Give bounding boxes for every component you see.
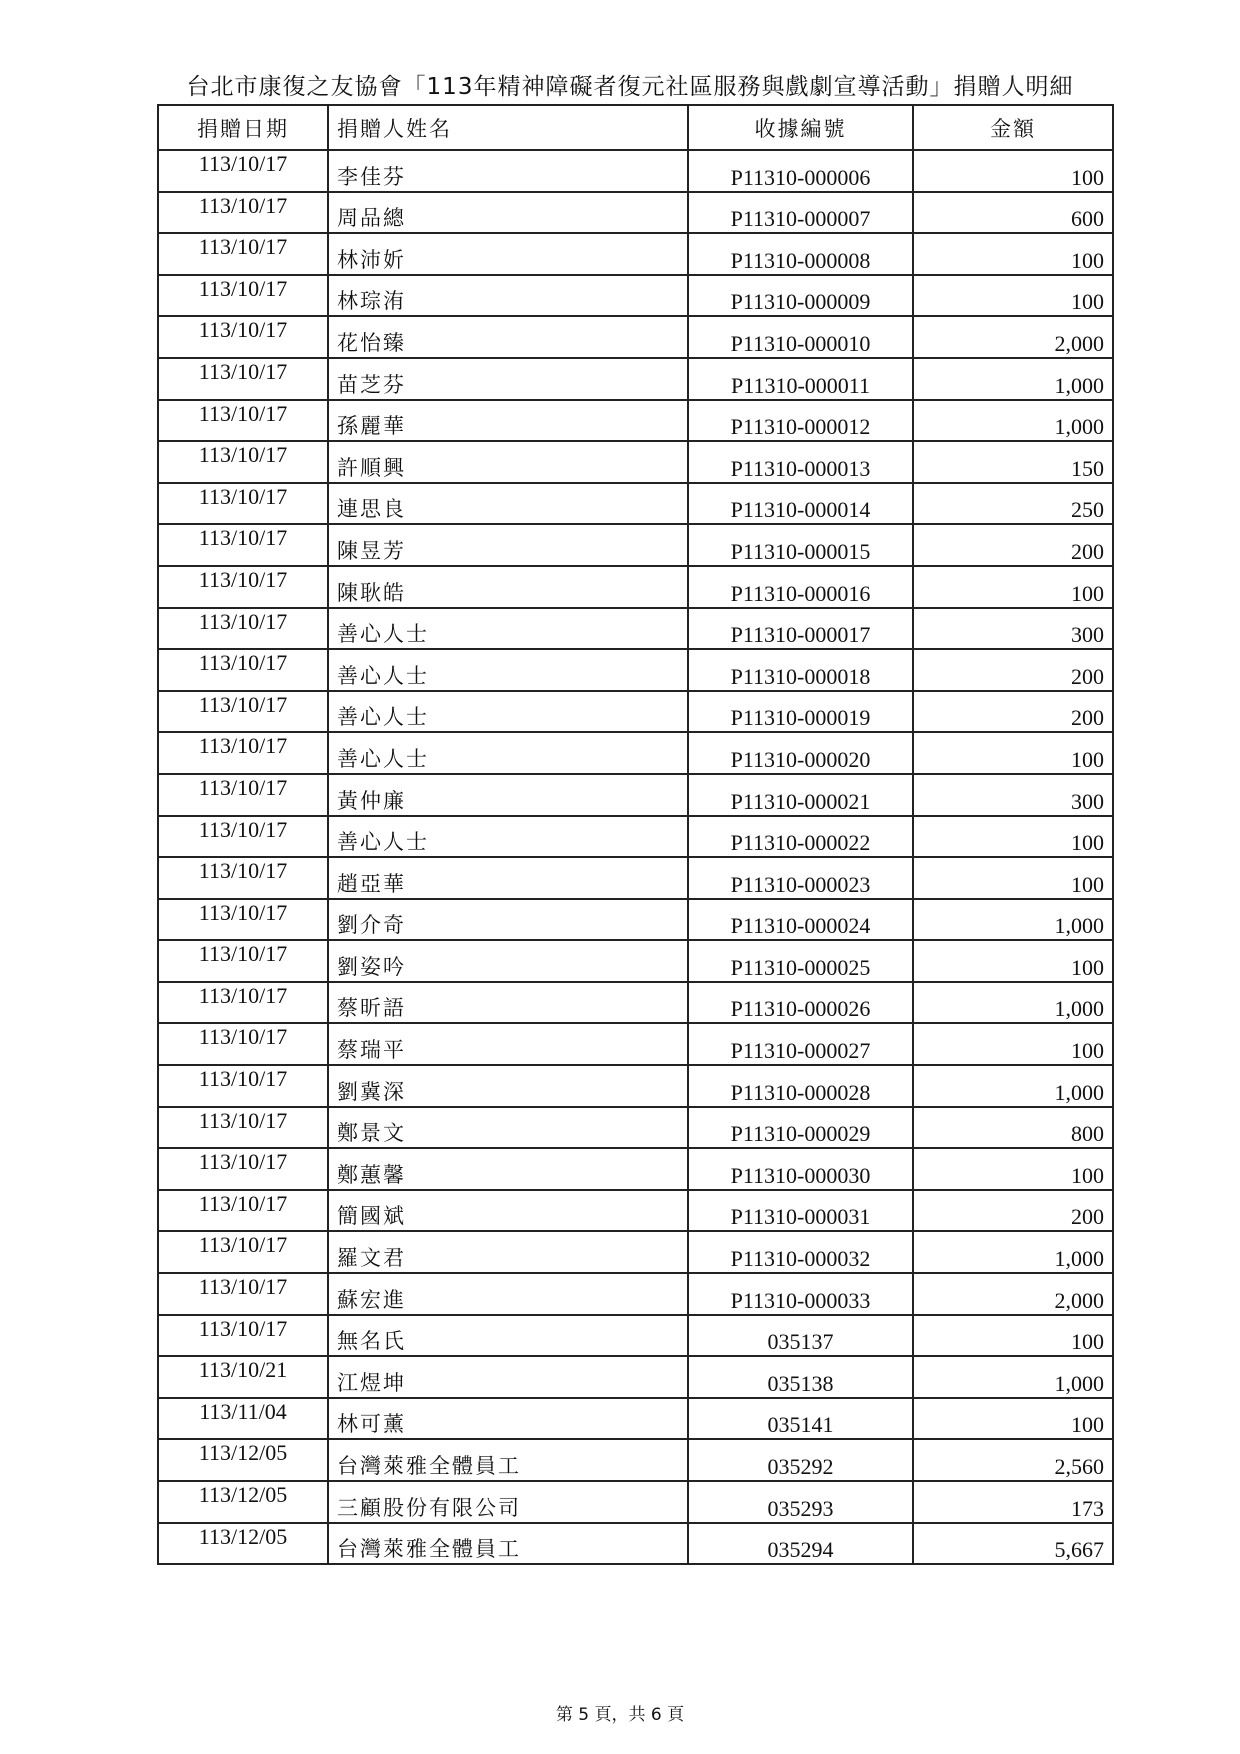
table-row — [158, 400, 1113, 442]
table-row — [158, 316, 1113, 358]
cell-amount: 100 — [913, 1148, 1113, 1190]
cell-date: 113/10/17 — [158, 358, 328, 400]
table-row — [158, 982, 1113, 1024]
cell-name: 善心人士 — [328, 691, 688, 733]
cell-name: 善心人士 — [328, 816, 688, 858]
cell-date: 113/10/17 — [158, 1315, 328, 1357]
table-row — [158, 1481, 1113, 1523]
header-date: 捐贈日期 — [158, 105, 328, 150]
cell-name: 江煜坤 — [328, 1356, 688, 1398]
table-row — [158, 275, 1113, 317]
cell-amount: 300 — [913, 608, 1113, 650]
cell-name: 劉姿吟 — [328, 940, 688, 982]
table-row — [158, 1523, 1113, 1565]
cell-receipt: P11310-000033 — [688, 1273, 913, 1315]
cell-amount: 100 — [913, 233, 1113, 275]
donor-table — [157, 104, 1114, 1565]
cell-amount: 1,000 — [913, 1231, 1113, 1273]
cell-name: 苗芝芬 — [328, 358, 688, 400]
cell-date: 113/10/17 — [158, 982, 328, 1024]
cell-amount: 100 — [913, 816, 1113, 858]
cell-name: 台灣萊雅全體員工 — [328, 1523, 688, 1565]
document-title: 台北市康復之友協會「113年精神障礙者復元社區服務與戲劇宣導活動」捐贈人明細 — [186, 74, 1074, 100]
cell-amount: 1,000 — [913, 1356, 1113, 1398]
cell-date: 113/10/17 — [158, 608, 328, 650]
cell-receipt: P11310-000014 — [688, 483, 913, 525]
cell-receipt: P11310-000013 — [688, 441, 913, 483]
cell-name: 林沛妡 — [328, 233, 688, 275]
cell-amount: 100 — [913, 566, 1113, 608]
cell-name: 劉冀深 — [328, 1065, 688, 1107]
donor-table-body — [158, 150, 1113, 1564]
cell-name: 無名氏 — [328, 1315, 688, 1357]
table-row — [158, 732, 1113, 774]
cell-name: 周品總 — [328, 192, 688, 234]
cell-name: 蔡瑞平 — [328, 1023, 688, 1065]
cell-amount: 100 — [913, 1023, 1113, 1065]
table-row — [158, 524, 1113, 566]
table-row — [158, 483, 1113, 525]
cell-name: 孫麗華 — [328, 400, 688, 442]
table-row — [158, 940, 1113, 982]
cell-amount: 600 — [913, 192, 1113, 234]
header-name: 捐贈人姓名 — [328, 105, 688, 150]
cell-amount: 100 — [913, 732, 1113, 774]
cell-name: 許順興 — [328, 441, 688, 483]
cell-name: 林可薰 — [328, 1398, 688, 1440]
cell-receipt: P11310-000024 — [688, 899, 913, 941]
table-row — [158, 608, 1113, 650]
table-row — [158, 1398, 1113, 1440]
cell-amount: 100 — [913, 150, 1113, 192]
cell-receipt: 035138 — [688, 1356, 913, 1398]
cell-receipt: P11310-000009 — [688, 275, 913, 317]
cell-amount: 5,667 — [913, 1523, 1113, 1565]
cell-receipt: P11310-000021 — [688, 774, 913, 816]
cell-name: 陳耿皓 — [328, 566, 688, 608]
cell-receipt: P11310-000016 — [688, 566, 913, 608]
cell-receipt: 035294 — [688, 1523, 913, 1565]
table-row — [158, 1065, 1113, 1107]
cell-date: 113/10/17 — [158, 1065, 328, 1107]
cell-name: 善心人士 — [328, 732, 688, 774]
cell-amount: 100 — [913, 275, 1113, 317]
cell-date: 113/10/17 — [158, 1107, 328, 1149]
cell-receipt: P11310-000010 — [688, 316, 913, 358]
table-row — [158, 358, 1113, 400]
table-row — [158, 566, 1113, 608]
table-row — [158, 899, 1113, 941]
cell-date: 113/10/17 — [158, 774, 328, 816]
table-row — [158, 691, 1113, 733]
cell-date: 113/10/17 — [158, 649, 328, 691]
cell-receipt: 035141 — [688, 1398, 913, 1440]
cell-receipt: P11310-000032 — [688, 1231, 913, 1273]
cell-name: 善心人士 — [328, 649, 688, 691]
cell-amount: 200 — [913, 691, 1113, 733]
cell-date: 113/10/17 — [158, 316, 328, 358]
table-row — [158, 1273, 1113, 1315]
cell-receipt: P11310-000031 — [688, 1190, 913, 1232]
cell-name: 趙亞華 — [328, 857, 688, 899]
cell-receipt: P11310-000011 — [688, 358, 913, 400]
cell-receipt: P11310-000030 — [688, 1148, 913, 1190]
cell-date: 113/10/17 — [158, 400, 328, 442]
table-row — [158, 233, 1113, 275]
cell-receipt: P11310-000017 — [688, 608, 913, 650]
cell-name: 鄭蕙馨 — [328, 1148, 688, 1190]
table-row — [158, 1107, 1113, 1149]
table-row — [158, 441, 1113, 483]
cell-date: 113/10/21 — [158, 1356, 328, 1398]
cell-name: 黃仲廉 — [328, 774, 688, 816]
cell-name: 三顧股份有限公司 — [328, 1481, 688, 1523]
table-row — [158, 1148, 1113, 1190]
cell-name: 劉介奇 — [328, 899, 688, 941]
cell-receipt: P11310-000012 — [688, 400, 913, 442]
cell-name: 蔡昕語 — [328, 982, 688, 1024]
cell-amount: 173 — [913, 1481, 1113, 1523]
cell-receipt: 035293 — [688, 1481, 913, 1523]
header-amount: 金額 — [913, 105, 1113, 150]
cell-amount: 100 — [913, 1398, 1113, 1440]
page-number: 第 5 頁，共 6 頁 — [555, 1705, 685, 1725]
cell-amount: 1,000 — [913, 358, 1113, 400]
cell-date: 113/10/17 — [158, 857, 328, 899]
table-row — [158, 192, 1113, 234]
cell-date: 113/10/17 — [158, 732, 328, 774]
cell-name: 台灣萊雅全體員工 — [328, 1439, 688, 1481]
table-row — [158, 1315, 1113, 1357]
cell-amount: 250 — [913, 483, 1113, 525]
cell-receipt: P11310-000026 — [688, 982, 913, 1024]
cell-amount: 150 — [913, 441, 1113, 483]
cell-receipt: P11310-000028 — [688, 1065, 913, 1107]
cell-date: 113/10/17 — [158, 899, 328, 941]
table-row — [158, 857, 1113, 899]
cell-name: 連思良 — [328, 483, 688, 525]
table-row — [158, 1439, 1113, 1481]
cell-amount: 1,000 — [913, 1065, 1113, 1107]
cell-receipt: P11310-000006 — [688, 150, 913, 192]
cell-amount: 100 — [913, 857, 1113, 899]
cell-amount: 200 — [913, 524, 1113, 566]
cell-date: 113/10/17 — [158, 441, 328, 483]
cell-date: 113/10/17 — [158, 275, 328, 317]
cell-receipt: P11310-000020 — [688, 732, 913, 774]
cell-date: 113/10/17 — [158, 1231, 328, 1273]
cell-date: 113/10/17 — [158, 1023, 328, 1065]
cell-receipt: 035137 — [688, 1315, 913, 1357]
cell-receipt: P11310-000023 — [688, 857, 913, 899]
cell-date: 113/10/17 — [158, 940, 328, 982]
cell-name: 善心人士 — [328, 608, 688, 650]
table-row — [158, 1231, 1113, 1273]
cell-name: 羅文君 — [328, 1231, 688, 1273]
cell-receipt: P11310-000008 — [688, 233, 913, 275]
cell-date: 113/10/17 — [158, 691, 328, 733]
cell-date: 113/10/17 — [158, 150, 328, 192]
cell-amount: 100 — [913, 1315, 1113, 1357]
cell-date: 113/12/05 — [158, 1523, 328, 1565]
cell-amount: 1,000 — [913, 982, 1113, 1024]
cell-receipt: P11310-000019 — [688, 691, 913, 733]
cell-receipt: P11310-000027 — [688, 1023, 913, 1065]
cell-receipt: P11310-000018 — [688, 649, 913, 691]
cell-date: 113/12/05 — [158, 1481, 328, 1523]
cell-amount: 1,000 — [913, 899, 1113, 941]
cell-name: 簡國斌 — [328, 1190, 688, 1232]
table-row — [158, 1023, 1113, 1065]
cell-name: 鄭景文 — [328, 1107, 688, 1149]
header-receipt: 收據編號 — [688, 105, 913, 150]
cell-date: 113/10/17 — [158, 816, 328, 858]
cell-date: 113/10/17 — [158, 483, 328, 525]
cell-name: 李佳芬 — [328, 150, 688, 192]
cell-amount: 2,000 — [913, 1273, 1113, 1315]
cell-date: 113/10/17 — [158, 1273, 328, 1315]
cell-date: 113/10/17 — [158, 233, 328, 275]
cell-date: 113/10/17 — [158, 192, 328, 234]
table-row — [158, 150, 1113, 192]
table-row — [158, 1190, 1113, 1232]
cell-receipt: P11310-000022 — [688, 816, 913, 858]
table-row — [158, 774, 1113, 816]
cell-receipt: P11310-000015 — [688, 524, 913, 566]
cell-amount: 100 — [913, 940, 1113, 982]
table-row — [158, 816, 1113, 858]
cell-amount: 2,560 — [913, 1439, 1113, 1481]
cell-amount: 800 — [913, 1107, 1113, 1149]
cell-date: 113/10/17 — [158, 1148, 328, 1190]
cell-date: 113/11/04 — [158, 1398, 328, 1440]
cell-receipt: P11310-000029 — [688, 1107, 913, 1149]
cell-name: 林琮洧 — [328, 275, 688, 317]
cell-name: 蘇宏進 — [328, 1273, 688, 1315]
cell-receipt: P11310-000007 — [688, 192, 913, 234]
cell-amount: 2,000 — [913, 316, 1113, 358]
cell-receipt: P11310-000025 — [688, 940, 913, 982]
table-row — [158, 1356, 1113, 1398]
cell-date: 113/10/17 — [158, 566, 328, 608]
table-row — [158, 649, 1113, 691]
table-header-row — [158, 105, 1113, 150]
cell-date: 113/10/17 — [158, 1190, 328, 1232]
cell-date: 113/10/17 — [158, 524, 328, 566]
cell-amount: 300 — [913, 774, 1113, 816]
cell-name: 陳昱芳 — [328, 524, 688, 566]
cell-amount: 200 — [913, 1190, 1113, 1232]
cell-date: 113/12/05 — [158, 1439, 328, 1481]
cell-amount: 1,000 — [913, 400, 1113, 442]
cell-amount: 200 — [913, 649, 1113, 691]
cell-name: 花怡臻 — [328, 316, 688, 358]
cell-receipt: 035292 — [688, 1439, 913, 1481]
